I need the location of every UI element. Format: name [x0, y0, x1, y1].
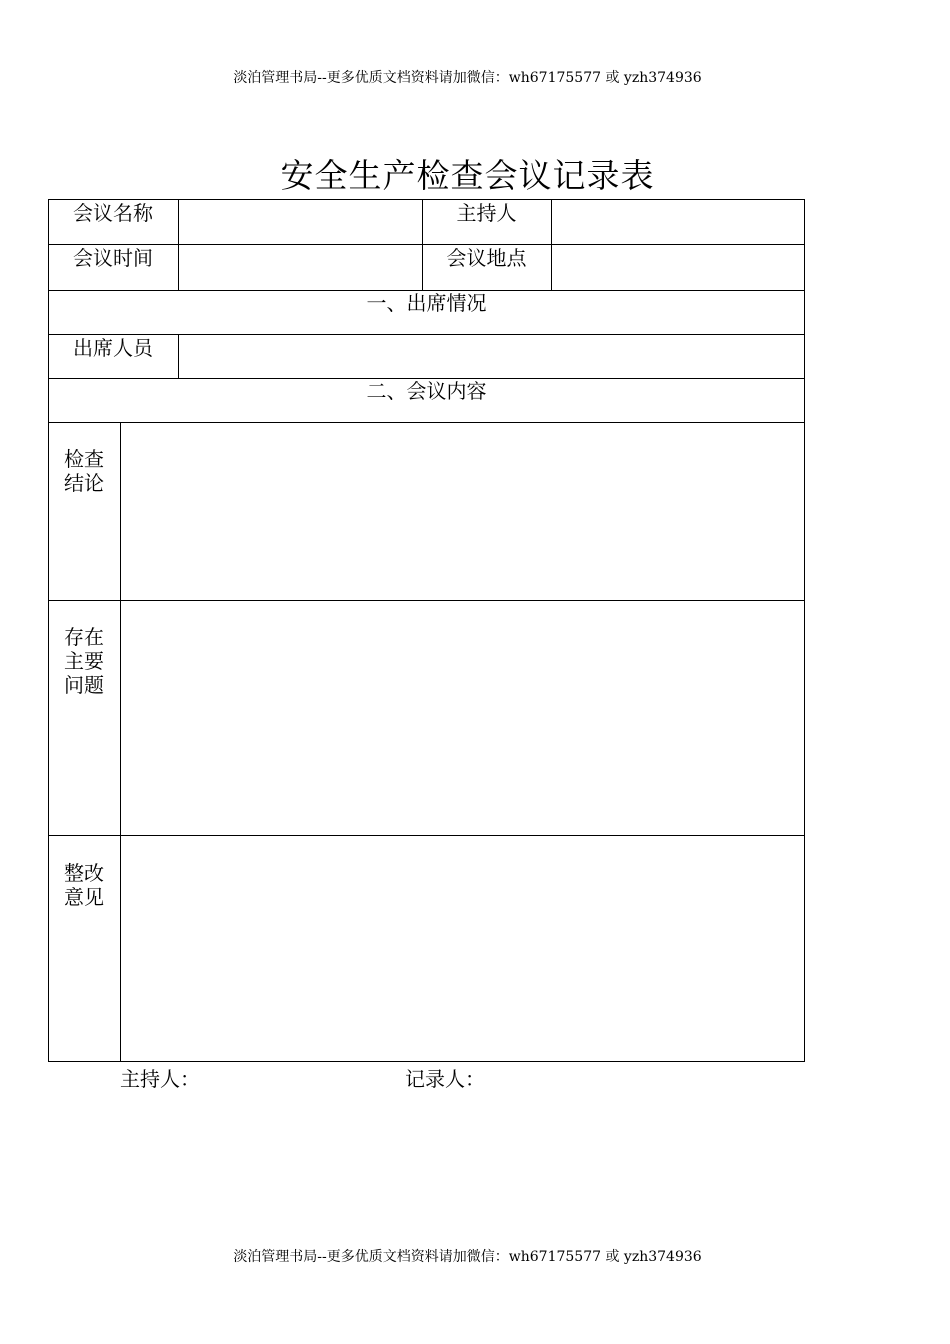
main-problems-field[interactable]	[121, 601, 804, 835]
main-problems-label	[48, 625, 120, 697]
table-rule	[551, 199, 552, 290]
check-conclusion-field[interactable]	[121, 423, 804, 600]
main-problems-label-line: 存在	[64, 625, 104, 649]
check-conclusion-label-line: 结论	[64, 471, 104, 495]
table-border-bottom	[48, 1061, 805, 1062]
meeting-name-label: 会议名称	[73, 201, 153, 225]
rectification-field[interactable]	[121, 836, 804, 1061]
meeting-record-table	[48, 199, 805, 1063]
section-content-heading: 二、会议内容	[366, 379, 487, 403]
table-rule	[178, 199, 179, 290]
page-header-note: 淡泊管理书局--更多优质文档资料请加微信：wh67175577 或 yzh374936	[233, 70, 702, 86]
rectification-label	[48, 861, 120, 909]
table-rule	[48, 334, 805, 335]
check-conclusion-label-line: 检查	[64, 447, 104, 471]
check-conclusion-label	[48, 447, 120, 495]
page-footer-note: 淡泊管理书局--更多优质文档资料请加微信：wh67175577 或 yzh374936	[233, 1249, 702, 1265]
table-border-top	[48, 199, 805, 200]
recorder-signature-label: 记录人：	[405, 1067, 485, 1091]
section-attendance-heading: 一、出席情况	[366, 291, 487, 315]
meeting-place-label: 会议地点	[446, 246, 527, 270]
table-rule	[178, 334, 179, 378]
host-label: 主持人	[456, 201, 517, 225]
table-rule	[48, 244, 805, 245]
main-problems-label-line: 问题	[64, 673, 104, 697]
attendees-label: 出席人员	[73, 336, 153, 360]
main-problems-label-line: 主要	[64, 649, 104, 673]
meeting-time-label: 会议时间	[73, 246, 153, 270]
rectification-label-line: 整改	[64, 861, 104, 885]
rectification-label-line: 意见	[64, 885, 104, 909]
document-title: 安全生产检查会议记录表	[280, 156, 655, 195]
host-signature-label: 主持人：	[120, 1067, 200, 1091]
table-border-right	[804, 199, 805, 1062]
